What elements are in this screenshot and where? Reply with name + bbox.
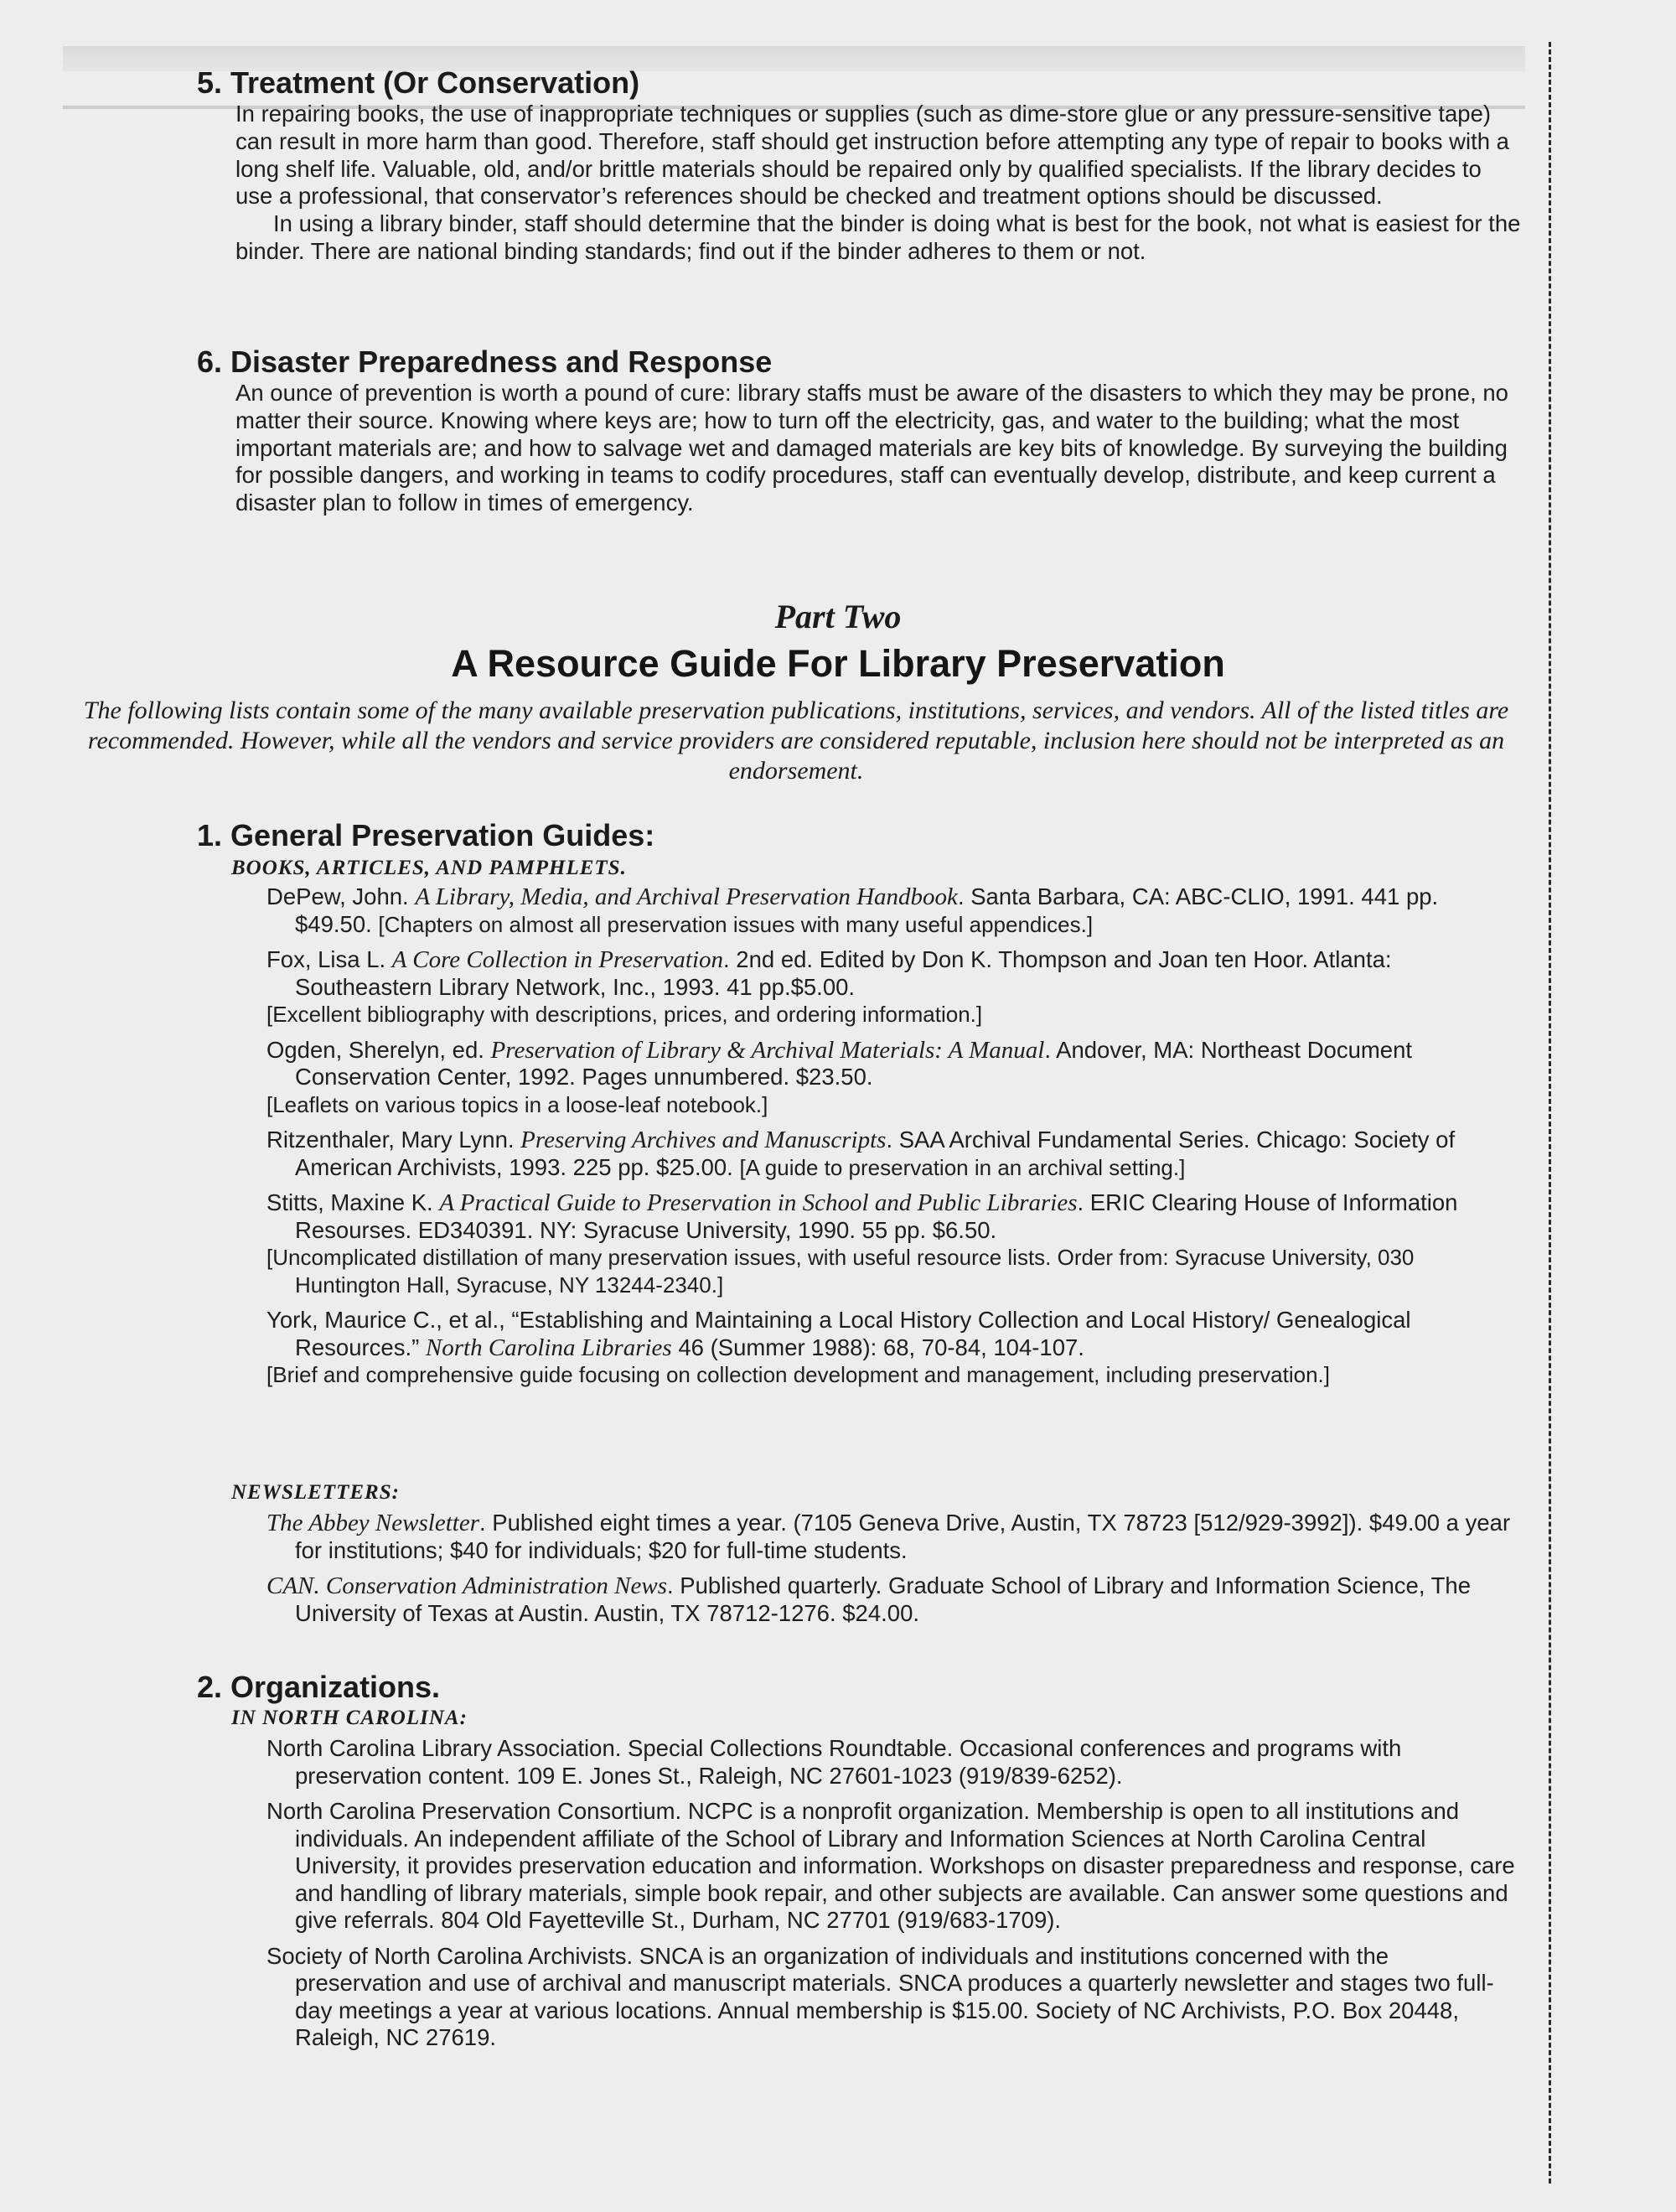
section-5-heading: 5. Treatment (Or Conservation) xyxy=(197,65,640,100)
entry-title: North Carolina Libraries xyxy=(425,1334,672,1361)
entry-author: Fox, Lisa L. xyxy=(266,946,392,972)
entry-details: . 2nd ed. Edited by Don K. Thompson and Joan ten Hoor. Atlanta: Southeastern Library Network, Inc., 1993. 41 pp.$5.00. xyxy=(295,946,1392,1000)
entry-title: Preserving Archives and Manuscripts xyxy=(520,1127,887,1153)
entry-note: [A guide to preservation in an archival setting.] xyxy=(739,1154,1186,1180)
organizations-list xyxy=(266,1735,1515,2060)
entry-title: A Library, Media, and Archival Preservation Handbook xyxy=(415,883,958,910)
entry-details: . Published eight times a year. (7105 Geneva Drive, Austin, TX 78723 [512/929-3992]). $49.00 a year for institutions; $40 for individuals; $20 for full-time students. xyxy=(295,1510,1511,1563)
newsletters-subhead: NEWSLETTERS: xyxy=(231,1481,400,1504)
entry-title: The Abbey Newsletter xyxy=(266,1510,479,1536)
section-6-heading: 6. Disaster Preparedness and Response xyxy=(197,344,773,379)
list-item xyxy=(266,1510,1515,1564)
entry-note: [Leaflets on various topics in a loose-leaf notebook.] xyxy=(266,1091,768,1117)
books-subhead: BOOKS, ARTICLES, AND PAMPHLETS. xyxy=(231,857,627,879)
list-item xyxy=(266,883,1515,938)
guides-heading: 1. General Preservation Guides: xyxy=(197,818,655,852)
section-6-body xyxy=(235,380,1522,517)
part-two-title: A Resource Guide For Library Preservation xyxy=(451,642,1225,685)
entry-details: . Santa Barbara, CA: ABC-CLIO, 1991. 441 pp. $49.50. xyxy=(295,883,1439,937)
entry-note: [Brief and comprehensive guide focusing on collection development and management, including preservation.] xyxy=(266,1362,1330,1387)
entry-title: A Core Collection in Preservation xyxy=(391,946,724,973)
section-6-paragraph-1: An ounce of prevention is worth a pound of cure: library staffs must be aware of the disasters to which they may be prone, no matter their source. Knowing where keys are; how to turn off the electricity, gas, and water to the building; what the most important materials are; and how to salvage wet and damaged materials are key bits of knowledge. By surveying the building for possible dangers, and working in teams to codify procedures, staff can eventually develop, distribute, and keep current a disaster plan to follow in times of emergency. xyxy=(235,380,1508,516)
list-item xyxy=(266,1037,1515,1119)
guides-list xyxy=(266,883,1515,1397)
entry-author: York, Maurice C., et al., “Establishing and Maintaining a Local History Collection and Local History/ Genealogical Resources.” xyxy=(266,1307,1411,1360)
entry-title: CAN. Conservation Administration News xyxy=(266,1572,668,1599)
section-5-body xyxy=(235,101,1522,266)
section-5-paragraph-2: In using a library binder, staff should determine that the binder is doing what is best for the book, not what is easiest for the binder. There are national binding standards; find out if the binder adheres to them or not. xyxy=(235,210,1521,264)
entry-details: . SAA Archival Fundamental Series. Chicago: Society of American Archivists, 1993. 225 pp. $25.00. xyxy=(295,1127,1456,1180)
entry-details: . Andover, MA: Northeast Document Conservation Center, 1992. Pages unnumbered. $23.50. xyxy=(295,1036,1413,1090)
newsletters-list xyxy=(266,1510,1515,1635)
entry-details: 46 (Summer 1988): 68, 70-84, 104-107. xyxy=(671,1334,1084,1360)
list-item xyxy=(266,1572,1515,1627)
section-5-paragraph-1: In repairing books, the use of inappropriate techniques or supplies (such as dime-store glue or any pressure-sensitive tape) can result in more harm than good. Therefore, staff should get instruction before attempting any type of repair to books with a long shelf life. Valuable, old, and/or brittle materials should be repaired only by qualified specialists. If the library decides to use a professional, that conservator’s references should be checked and treatment options should be discussed. xyxy=(235,101,1509,210)
entry-details: . ERIC Clearing House of Information Resourses. ED340391. NY: Syracuse University, 1990. 55 pp. $6.50. xyxy=(295,1189,1458,1243)
entry-author: Stitts, Maxine K. xyxy=(266,1189,440,1215)
entry-title: A Practical Guide to Preservation in School and Public Libraries xyxy=(439,1189,1078,1216)
right-margin-rule xyxy=(1549,42,1551,2184)
entry-author: Ogden, Sherelyn, ed. xyxy=(266,1036,491,1063)
entry-author: Ritzenthaler, Mary Lynn. xyxy=(266,1127,521,1153)
list-item xyxy=(266,1307,1515,1389)
list-item: North Carolina Library Association. Special Collections Roundtable. Occasional conferences and programs with preservation content. 109 E. Jones St., Raleigh, NC 27601-1023 (919/839-6252). xyxy=(266,1735,1402,1789)
part-two-kicker: Part Two xyxy=(774,598,902,635)
list-item xyxy=(266,1127,1515,1181)
entry-note: [Chapters on almost all preservation issues with many useful appendices.] xyxy=(378,911,1094,937)
organizations-heading: 2. Organizations. xyxy=(197,1670,441,1704)
entry-details: . Published quarterly. Graduate School of Library and Information Science, The University of Texas at Austin. Austin, TX 78712-1276. $24.00. xyxy=(295,1572,1471,1626)
entry-note: [Excellent bibliography with descriptions, prices, and ordering information.] xyxy=(266,1002,983,1027)
list-item xyxy=(266,1189,1515,1298)
entry-note: [Uncomplicated distillation of many preservation issues, with useful resource lists. Order from: Syracuse University, 030 Huntington Hall, Syracuse, NY 13244-2340.] xyxy=(266,1245,1415,1298)
entry-title: Preservation of Library & Archival Materials: A Manual xyxy=(490,1036,1045,1064)
list-item: Society of North Carolina Archivists. SNCA is an organization of individuals and institutions concerned with the preservation and use of archival and manuscript materials. SNCA produces a quarterly newsletter and stages two full-day meetings a year at various locations. Annual membership is $15.00. Society of NC Archivists, P.O. Box 20448, Raleigh, NC 27619. xyxy=(266,1942,1494,2050)
list-item xyxy=(266,946,1515,1028)
part-two-intro: The following lists contain some of the many available preservation publications, institutions, services, and vendors. All of the listed titles are recommended. However, while all the vendors and service providers are considered reputable, inclusion here should not be interpreted as an endorsement. xyxy=(83,697,1509,785)
entry-author: DePew, John. xyxy=(266,883,416,909)
in-nc-subhead: IN NORTH CAROLINA: xyxy=(231,1707,468,1729)
list-item: North Carolina Preservation Consortium. NCPC is a nonprofit organization. Membership is open to all institutions and individuals. An independent affiliate of the School of Library and Information Sciences at North Carolina Central University, it provides preservation education and information. Workshops on disaster preparedness and response, care and handling of library materials, simple book repair, and other subjects are available. Can answer some questions and give referrals. 804 Old Fayetteville St., Durham, NC 27701 (919/683-1709). xyxy=(266,1798,1515,1933)
